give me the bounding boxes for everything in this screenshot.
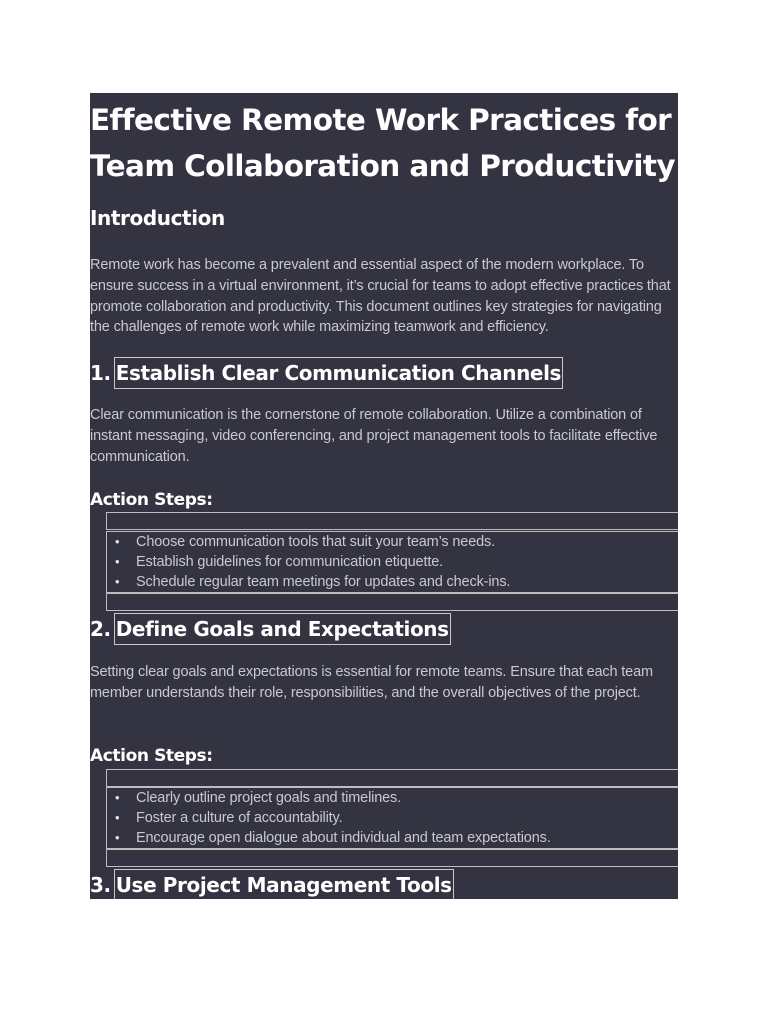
list-item-text: Clearly outline project goals and timelines. — [136, 790, 402, 806]
list-item — [115, 788, 678, 808]
section-1-heading — [90, 357, 563, 389]
document-page — [90, 93, 678, 899]
list-item-text: Establish guidelines for communication etiquette. — [136, 554, 443, 571]
section-2-steps-list — [106, 787, 678, 849]
list-item — [115, 828, 678, 848]
list-item-text: Foster a culture of accountability. — [136, 810, 343, 827]
section-2-paragraph: Setting clear goals and expectations is essential for remote teams. Ensure that each team member understands their role, responsibilities, and the overall objectives of the project. — [90, 664, 653, 701]
bullet-icon: • — [115, 830, 120, 846]
bullet-icon: • — [115, 534, 120, 549]
section-1-paragraph: Clear communication is the cornerstone of remote collaboration. Utilize a combination of instant messaging, video conferencing, and project management tools to facilitate effective communication. — [90, 407, 658, 465]
list-item-text: Choose communication tools that suit your team’s needs. — [136, 534, 496, 550]
section-3-heading — [90, 869, 454, 899]
section-1-action-steps-heading: Action Steps: — [90, 490, 213, 510]
list-item-text: Encourage open dialogue about individual and team expectations. — [136, 830, 551, 847]
section-1-divider-box — [106, 512, 678, 530]
list-item — [115, 552, 678, 572]
section-2-divider-box-bottom — [106, 849, 678, 867]
intro-paragraph: Remote work has become a prevalent and essential aspect of the modern workplace. To ensure success in a virtual environment, it’s crucial for teams to adopt effective practices that promote collaboration and productivity. This document outlines key strategies for navigating the challenges of remote work while maximizing teamwork and efficiency. — [90, 257, 671, 336]
list-item — [115, 572, 678, 592]
section-2-number: 2. — [90, 617, 111, 641]
bullet-icon: • — [115, 574, 120, 590]
intro-heading: Introduction — [90, 206, 225, 230]
section-2-title: Define Goals and Expectations — [114, 613, 451, 645]
section-2-divider-box — [106, 769, 678, 787]
section-1-number: 1. — [90, 361, 111, 385]
bullet-icon: • — [115, 554, 120, 570]
section-2-heading — [90, 613, 451, 645]
bullet-icon: • — [115, 810, 120, 826]
section-3-number: 3. — [90, 873, 111, 897]
bullet-icon: • — [115, 790, 120, 805]
document-title: Effective Remote Work Practices for Team Collaboration and Productivity — [90, 103, 675, 183]
section-1-divider-box-bottom — [106, 593, 678, 611]
section-3-title: Use Project Management Tools — [114, 869, 454, 899]
section-1-steps-list — [106, 531, 678, 593]
section-2-action-steps-heading: Action Steps: — [90, 746, 213, 766]
list-item-text: Schedule regular team meetings for updates and check-ins. — [136, 574, 511, 591]
list-item — [115, 808, 678, 828]
list-item — [115, 532, 678, 552]
section-1-title: Establish Clear Communication Channels — [114, 357, 563, 389]
